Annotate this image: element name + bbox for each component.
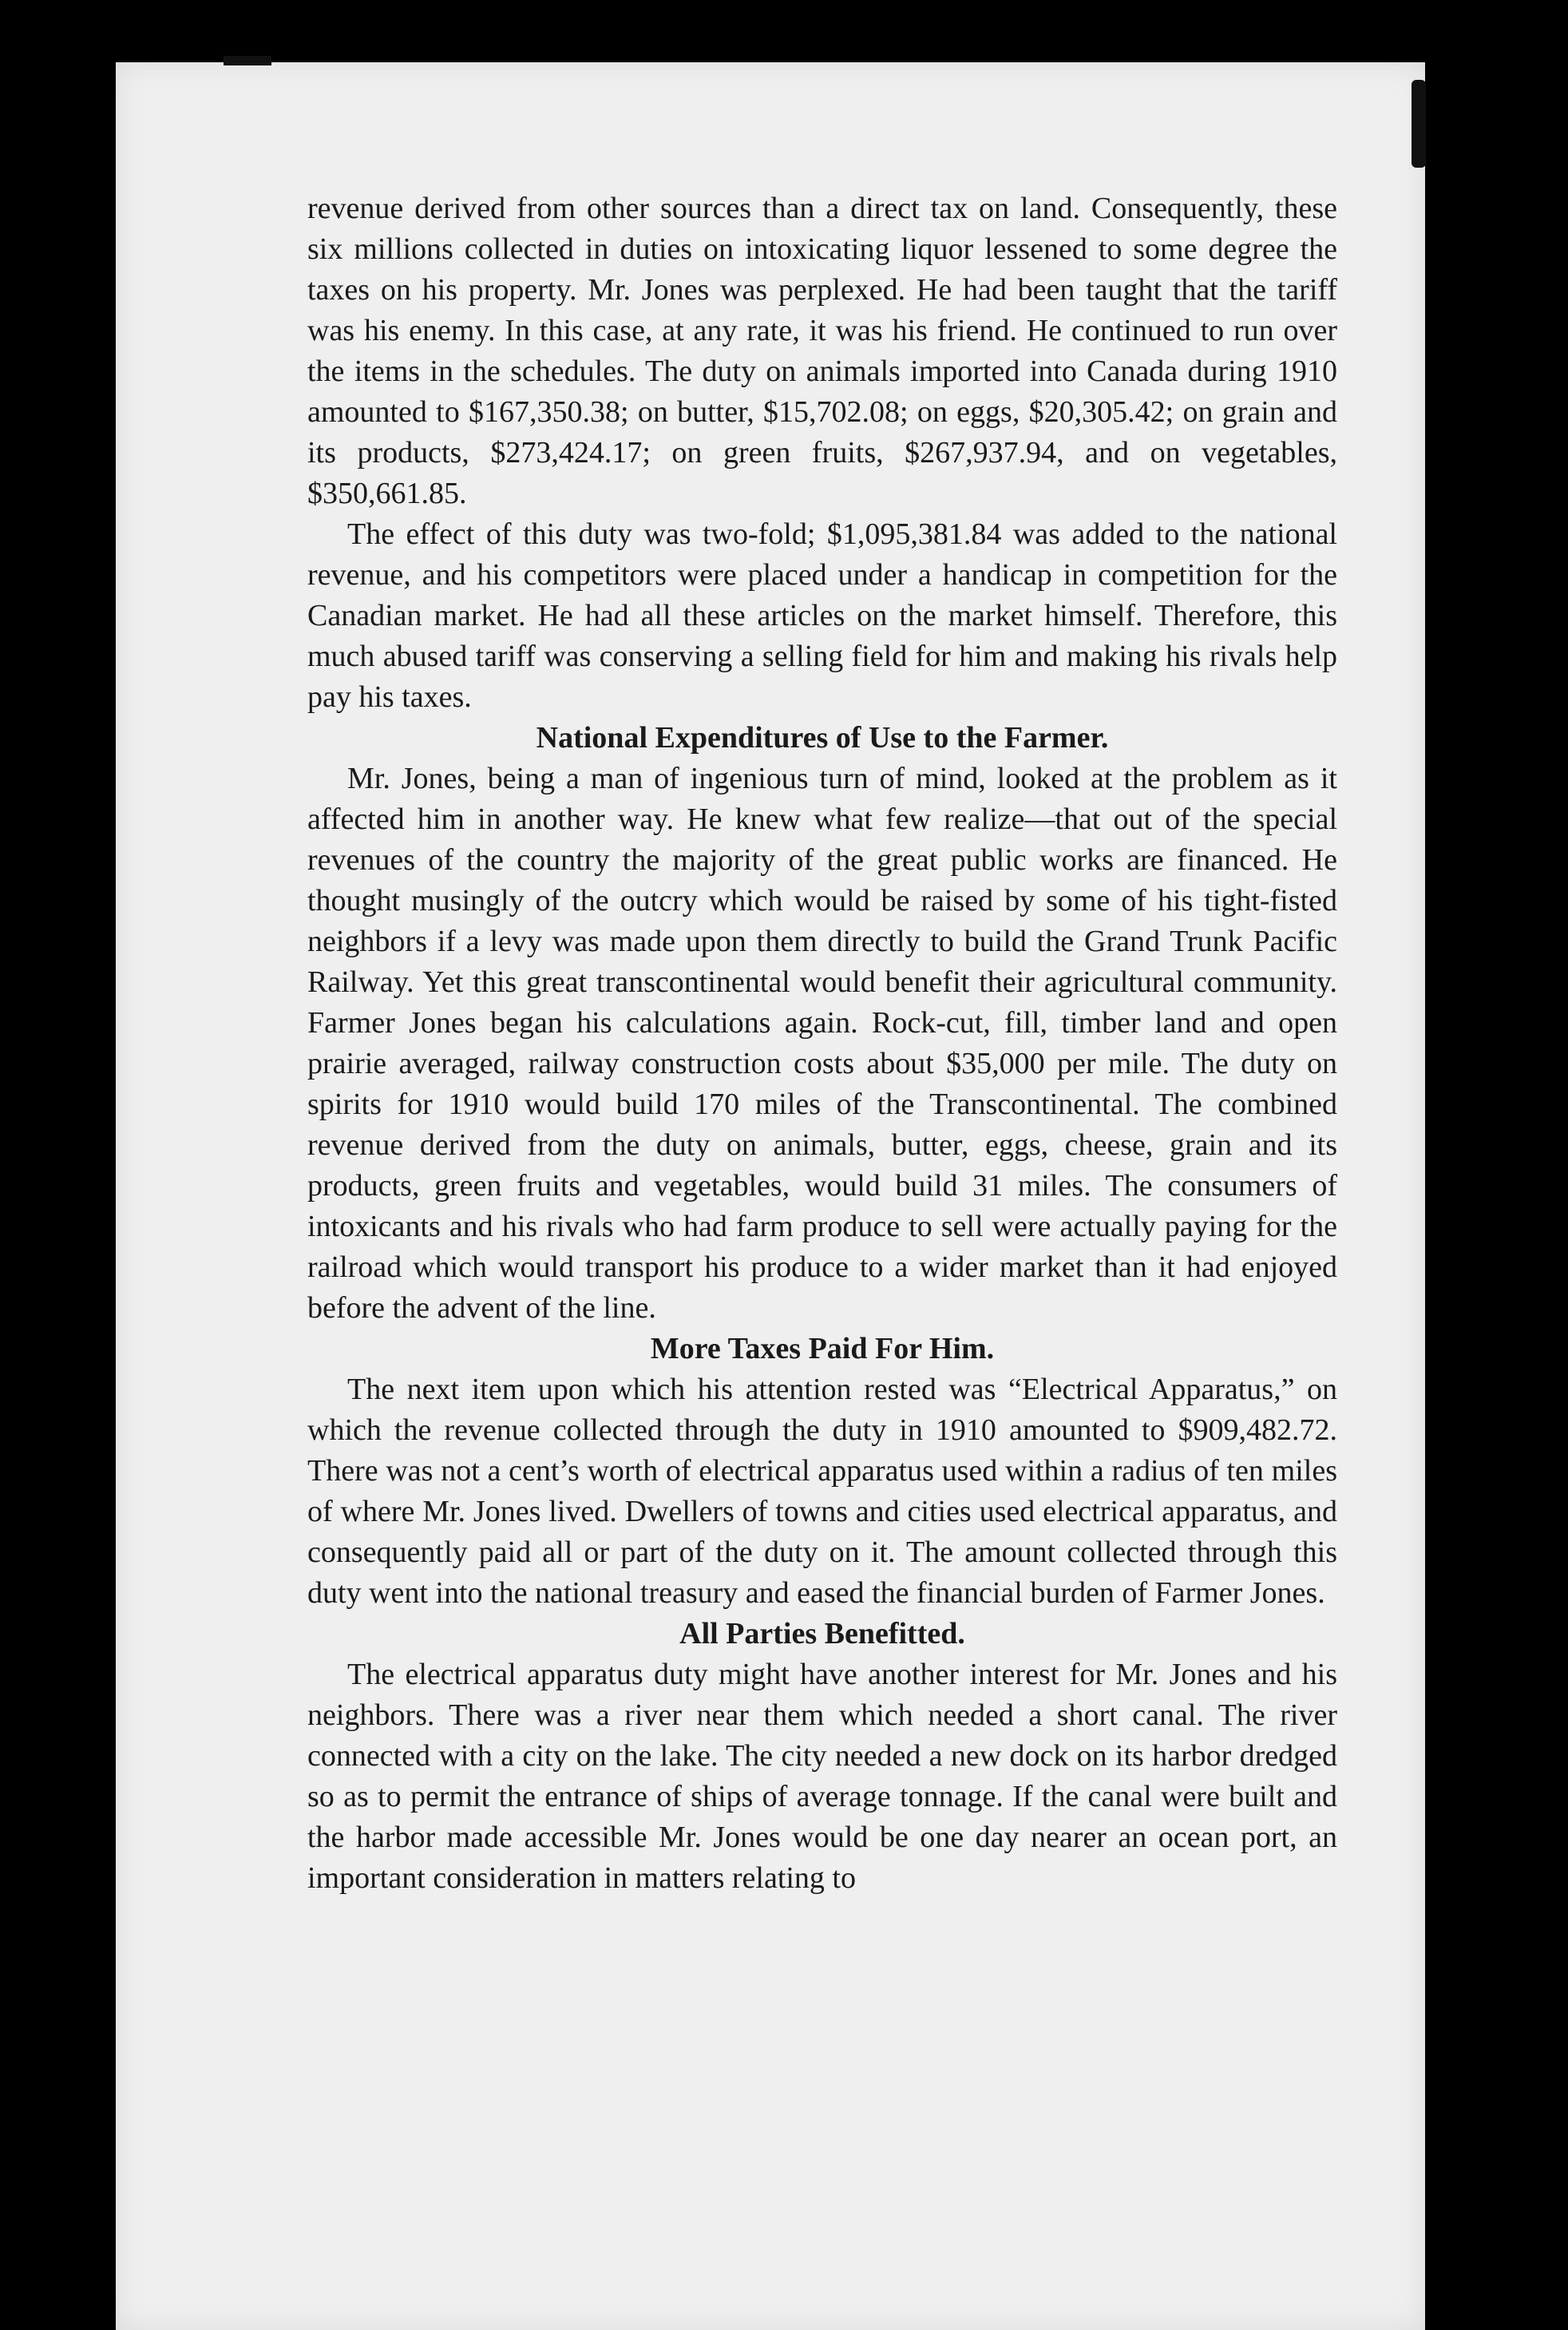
paragraph: revenue derived from other sources than a direct tax on land. Consequently, these six millions collected in duties on intoxicating liquor lessened to some degree the taxes on his property. Mr. Jones was perplexed. He had been taught that the tariff was his enemy. In this case, at any rate, it was his friend. He continued to run over the items in the schedules. The duty on animals imported into Canada during 1910 amounted to $167,350.38; on butter, $15,702.08; on eggs, $20,305.42; on grain and its products, $273,424.17; on green fruits, $267,937.94, and on vegetables, $350,661.85. (307, 192, 1337, 510)
section-heading: All Parties Benefitted. (679, 1617, 965, 1650)
section-heading: More Taxes Paid For Him. (650, 1332, 995, 1365)
paragraph: The electrical apparatus duty might have another interest for Mr. Jones and his neighbors. There was a river near them which needed a short canal. The river connected with a city on the lake. The city needed a new dock on its harbor dredged so as to permit the entrance of ships of average tonnage. If the canal were built and the harbor made accessible Mr. Jones would be one day nearer an ocean port, an important consideration in matters relating to (307, 1658, 1337, 1895)
body-text (307, 188, 1337, 1899)
paragraph: The next item upon which his attention rested was “Electrical Apparatus,” on which the revenue collected through the duty in 1910 amounted to $909,482.72. There was not a cent’s worth of electrical apparatus used within a radius of ten miles of where Mr. Jones lived. Dwellers of towns and cities used electrical apparatus, and consequently paid all or part of the duty on it. The amount collected through this duty went into the national treasury and eased the financial burden of Farmer Jones. (307, 1373, 1337, 1610)
scan-edge-mark (1412, 80, 1426, 168)
scan-edge-mark-top (224, 56, 271, 65)
paragraph: Mr. Jones, being a man of ingenious turn of mind, looked at the problem as it affected him in another way. He knew what few realize—that out of the special revenues of the country the majority of the great public works are financed. He thought musingly of the outcry which would be raised by some of his tight-fisted neighbors if a levy was made upon them directly to build the Grand Trunk Pacific Railway. Yet this great transcontinental would benefit their agricultural community. Farmer Jones began his calculations again. Rock-cut, fill, timber land and open prairie averaged, railway construction costs about $35,000 per mile. The duty on spirits for 1910 would build 170 miles of the Transcontinental. The combined revenue derived from the duty on animals, butter, eggs, cheese, grain and its products, green fruits and vegetables, would build 31 miles. The consumers of intoxicants and his rivals who had farm produce to sell were actually paying for the railroad which would transport his produce to a wider market than it had enjoyed before the advent of the line. (307, 762, 1337, 1325)
section-heading: National Expenditures of Use to the Farmer. (536, 721, 1109, 755)
paragraph: The effect of this duty was two-fold; $1,095,381.84 was added to the national revenue, and his competitors were placed under a handicap in competition for the Canadian market. He had all these articles on the market himself. Therefore, this much abused tariff was conserving a selling field for him and making his rivals help pay his taxes. (307, 517, 1337, 714)
